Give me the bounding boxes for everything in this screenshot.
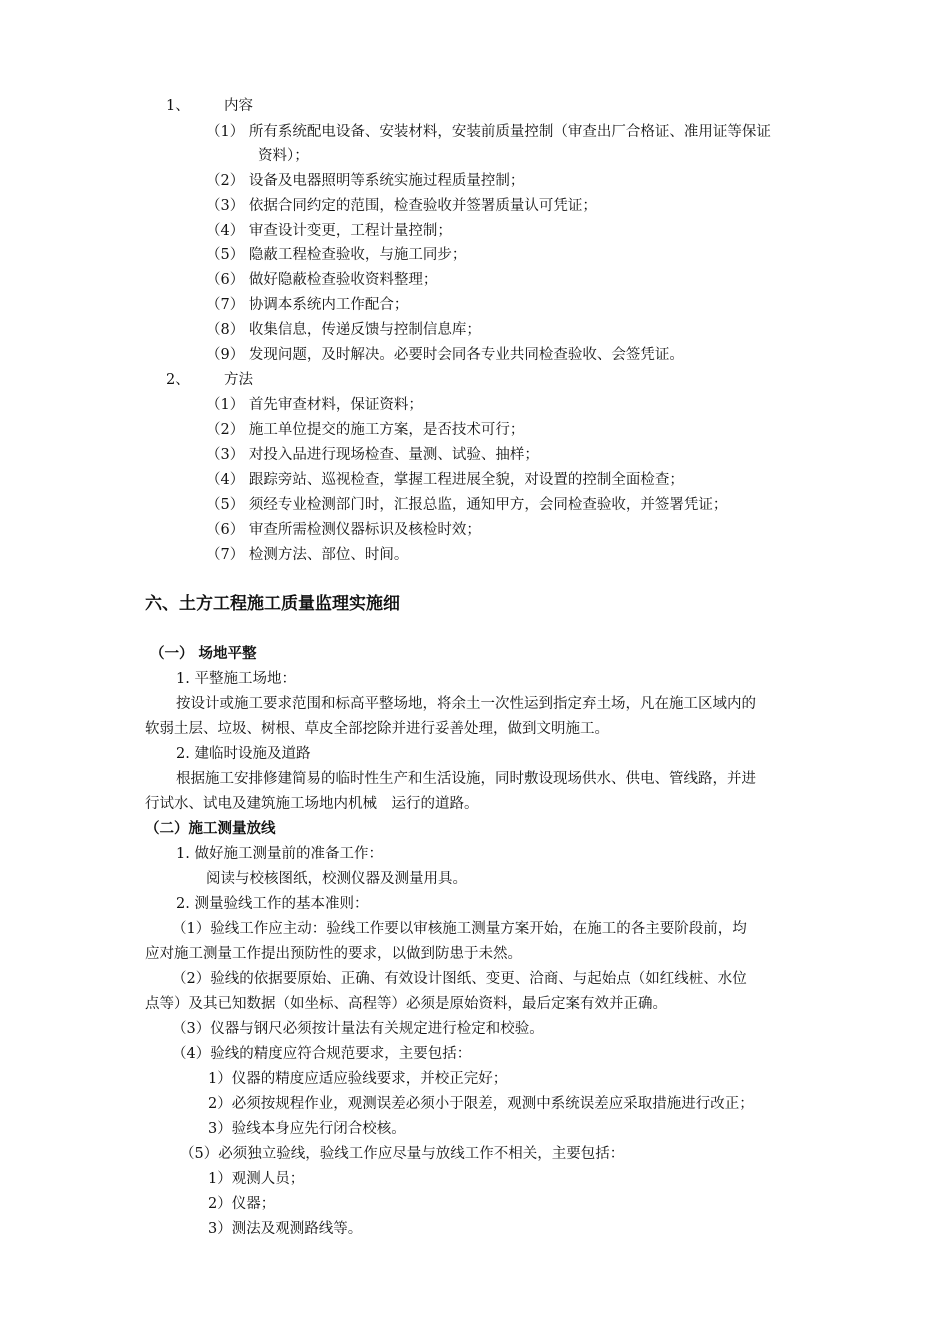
paragraph-line: 根据施工安排修建简易的临时性生产和生活设施，同时敷设现场供水、供电、管线路，并进: [176, 771, 756, 787]
chapter-heading: 六、土方工程施工质量监理实施细: [145, 594, 400, 614]
subsection-heading: （二）施工测量放线: [145, 821, 276, 837]
paragraph-line: 应对施工测量工作提出预防性的要求，以做到防患于未然。: [145, 946, 522, 962]
paragraph-line: 行试水、试电及建筑施工场地内机械 运行的道路。: [145, 796, 479, 812]
list-item: （8） 收集信息，传递反馈与控制信息库；: [206, 322, 481, 338]
list-item: （1） 首先审查材料，保证资料；: [206, 397, 423, 413]
list-item-continuation: 资料）；: [258, 148, 309, 164]
paragraph-line: 1. 平整施工场地：: [176, 671, 296, 687]
list-item: （5） 须经专业检测部门时，汇报总监，通知甲方，会同检查验收，并签署凭证；: [206, 497, 728, 513]
paragraph-line: （4）验线的精度应符合规范要求，主要包括：: [172, 1046, 472, 1062]
list-item: （7） 协调本系统内工作配合；: [206, 297, 409, 313]
list-item: （6） 做好隐蔽检查验收资料整理；: [206, 272, 438, 288]
section-1-number: 1、: [166, 98, 190, 114]
list-item: （3） 依据合同约定的范围，检查验收并签署质量认可凭证；: [206, 198, 597, 214]
paragraph-line: 2）仪器；: [208, 1196, 276, 1212]
section-2-title: 方法: [224, 372, 253, 388]
paragraph-line: （3）仪器与钢尺必须按计量法有关规定进行检定和校验。: [172, 1021, 544, 1037]
paragraph-line: 阅读与校核图纸，校测仪器及测量用具。: [206, 871, 467, 887]
paragraph-line: （1）验线工作应主动：验线工作要以审核施工测量方案开始，在施工的各主要阶段前，均: [172, 921, 747, 937]
paragraph-line: 1）观测人员；: [208, 1171, 305, 1187]
paragraph-line: （5）必须独立验线，验线工作应尽量与放线工作不相关，主要包括：: [180, 1146, 625, 1162]
list-item: （3） 对投入品进行现场检查、量测、试验、抽样；: [206, 447, 539, 463]
paragraph-line: 2. 测量验线工作的基本准则：: [176, 896, 369, 912]
paragraph-line: 按设计或施工要求范围和标高平整场地，将余土一次性运到指定弃土场，凡在施工区域内的: [176, 696, 756, 712]
paragraph-line: （2）验线的依据要原始、正确、有效设计图纸、变更、洽商、与起始点（如红线桩、水位: [172, 971, 747, 987]
list-item: （1） 所有系统配电设备、安装材料，安装前质量控制（审查出厂合格证、准用证等保证: [206, 124, 771, 140]
paragraph-line: 3）验线本身应先行闭合校核。: [208, 1121, 406, 1137]
list-item: （6） 审查所需检测仪器标识及核检时效；: [206, 522, 481, 538]
list-item: （9） 发现问题，及时解决。必要时会同各专业共同检查验收、会签凭证。: [206, 347, 684, 363]
section-1-title: 内容: [224, 98, 253, 114]
list-item: （2） 设备及电器照明等系统实施过程质量控制；: [206, 173, 525, 189]
paragraph-line: 软弱土层、垃圾、树根、草皮全部挖除并进行妥善处理，做到文明施工。: [145, 721, 609, 737]
list-item: （5） 隐蔽工程检查验收，与施工同步；: [206, 247, 467, 263]
paragraph-line: 2）必须按规程作业，观测误差必须小于限差，观测中系统误差应采取措施进行改正；: [208, 1096, 754, 1112]
paragraph-line: 点等）及其已知数据（如坐标、高程等）必须是原始资料，最后定案有效并正确。: [145, 996, 667, 1012]
paragraph-line: 1. 做好施工测量前的准备工作：: [176, 846, 383, 862]
subsection-heading: （一） 场地平整: [150, 646, 257, 662]
paragraph-line: 2. 建临时设施及道路: [176, 746, 311, 762]
paragraph-line: 3）测法及观测路线等。: [208, 1221, 363, 1237]
section-2-number: 2、: [166, 372, 190, 388]
list-item: （2） 施工单位提交的施工方案，是否技术可行；: [206, 422, 525, 438]
list-item: （4） 审查设计变更，工程计量控制；: [206, 223, 452, 239]
list-item: （7） 检测方法、部位、时间。: [206, 547, 409, 563]
list-item: （4） 跟踪旁站、巡视检查，掌握工程进展全貌，对设置的控制全面检查；: [206, 472, 684, 488]
paragraph-line: 1）仪器的精度应适应验线要求，并校正完好；: [208, 1071, 508, 1087]
